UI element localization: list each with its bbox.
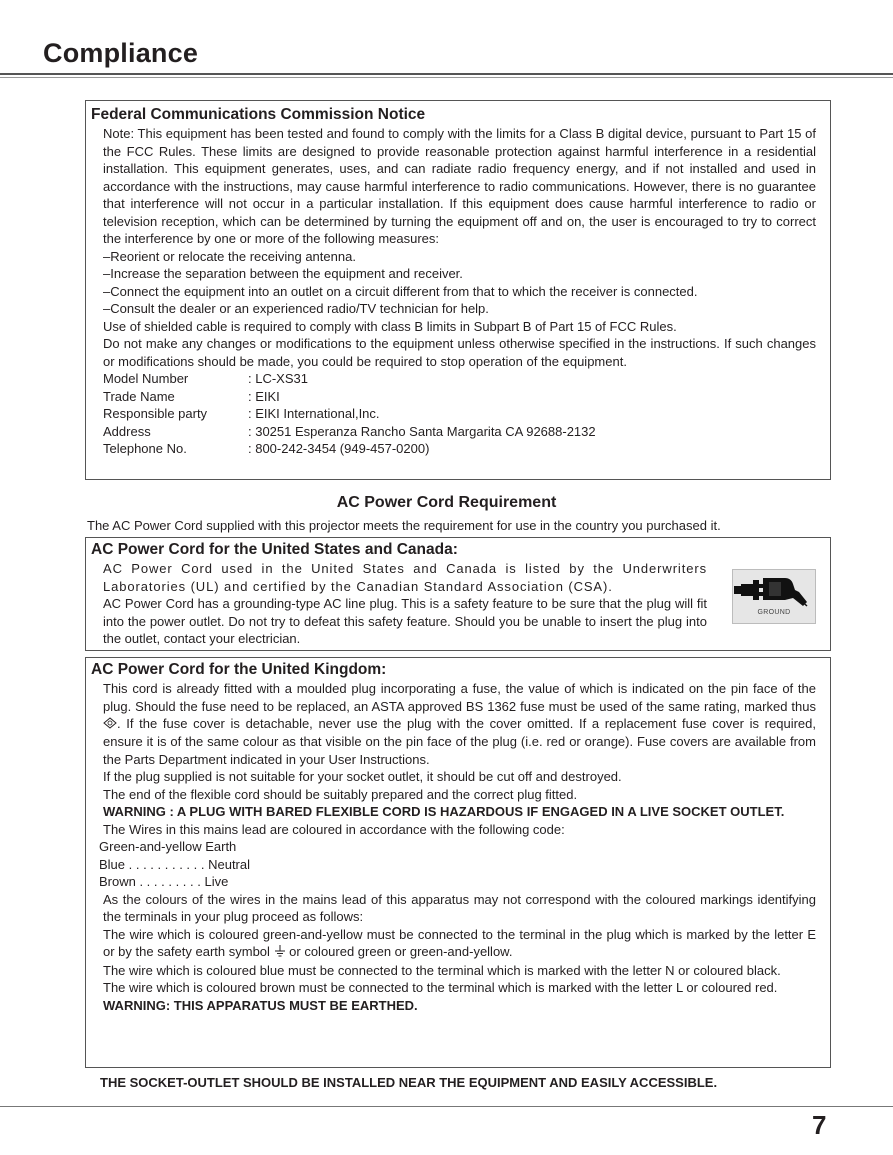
uk-p6-b: or coloured green or green-and-yellow. (285, 944, 513, 960)
wire-code-item: Green-and-yellow Earth (99, 839, 237, 855)
ground-label: GROUND (757, 608, 791, 616)
uk-p5: As the colours of the wires in the mains lead of this apparatus may not correspond with the coloured markings identifying the terminals in your plug proceed as follows: (103, 891, 816, 925)
fcc-title: Federal Communications Commission Notice (91, 106, 426, 123)
uk-warning-bared-cord: WARNING : A PLUG WITH BARED FLEXIBLE CORD IS HAZARDOUS IF ENGAGED IN A LIVE SOCKET OUTLET. (103, 804, 785, 820)
footer-rule (0, 1106, 893, 1107)
fcc-notice-box (85, 100, 831, 480)
us-canada-title: AC Power Cord for the United States and Canada: (91, 541, 458, 558)
uk-p1-a: This cord is already fitted with a moulded plug incorporating a fuse, the value of which is indicated on the pin face of the plug. Should the fuse need to be replaced, an ASTA approved BS 1362 fuse must be used of the same rating, marked thus (103, 681, 816, 714)
uk-fuse-paragraph (91, 680, 816, 768)
page-title: Compliance (43, 38, 199, 68)
wire-code-item: Brown . . . . . . . . . Live (99, 874, 229, 890)
spec-label: Address (103, 423, 151, 439)
fcc-shielded-cable: Use of shielded cable is required to comply with class B limits in Subpart B of Part 15 of FCC Rules. (103, 318, 677, 334)
ac-power-heading: AC Power Cord Requirement (336, 494, 557, 511)
grounded-plug-icon (732, 569, 816, 624)
uk-p4: The Wires in this mains lead are coloured in accordance with the following code: (103, 821, 565, 837)
us-canada-p1: AC Power Cord used in the United States and Canada is listed by the Underwriters Laboratories (UL) and certified by the Canadian Standard Association (CSA). (103, 561, 707, 594)
uk-p3: The end of the flexible cord should be suitably prepared and the correct plug fitted. (103, 786, 578, 802)
spec-value: : LC-XS31 (248, 371, 308, 386)
safety-earth-icon (274, 944, 286, 962)
page-number: 7 (812, 1110, 827, 1140)
spec-row (91, 370, 816, 388)
uk-p2: If the plug supplied is not suitable for your socket outlet, it should be cut off and destroyed. (103, 769, 622, 785)
spec-value: : EIKI (248, 388, 280, 404)
uk-p6-a: The wire which is coloured green-and-yellow must be connected to the terminal in the plug which is marked by the letter E or by the safety earth symbol (103, 926, 816, 960)
fcc-note: Note: This equipment has been tested and found to comply with the limits for a Class B digital device, pursuant to Part 15 of the FCC Rules. These limits are designed to provide reasonable protection against harmful interference in a residential installation. This equipment generates, uses, and can radiate radio frequency energy, and if not installed and used in accordance with the instructions, may cause harmful interference to radio communications. However, there is no guarantee that interference will not occur in a particular installation. If this equipment does cause harmful interference to radio or television reception, which can be determined by turning the equipment off and on, the user is encouraged to try to correct the interference by one or more of the following measures: (103, 126, 816, 246)
us-canada-text (91, 560, 707, 648)
fcc-measure: –Consult the dealer or an experienced radio/TV technician for help. (103, 301, 489, 316)
spec-row (91, 405, 816, 423)
spec-value: : 30251 Esperanza Rancho Santa Margarita CA 92688-2132 (248, 423, 596, 439)
spec-label: Trade Name (103, 388, 175, 404)
spec-label: Model Number (103, 371, 189, 386)
spec-value: : 800-242-3454 (949-457-0200) (248, 441, 430, 456)
us-canada-box (85, 537, 831, 651)
fcc-measure: –Connect the equipment into an outlet on a circuit different from that to which the receiver is connected. (103, 283, 698, 299)
uk-title: AC Power Cord for the United Kingdom: (91, 661, 387, 678)
us-canada-p2: AC Power Cord has a grounding-type AC line plug. This is a safety feature to be sure that the plug will fit into the power outlet. Do not try to defeat this safety feature. Should you be unable to insert the plug into the outlet, contact your electrician. (103, 596, 707, 646)
asta-mark-icon (103, 716, 117, 734)
ac-power-intro: The AC Power Cord supplied with this projector meets the requirement for use in the country you purchased it. (87, 518, 721, 533)
uk-p1-b: . If the fuse cover is detachable, never use the plug with the cover omitted. If a replacement fuse cover is required, ensure it is of the same colour as that visible on the pin face of the plug (i.e. red or orange). Fuse covers are available from the Parts Department indicated in your User Instructions. (103, 716, 816, 767)
spec-row (91, 440, 816, 458)
title-rule (0, 73, 893, 75)
spec-row (91, 388, 816, 406)
socket-outlet-note: THE SOCKET-OUTLET SHOULD BE INSTALLED NEAR THE EQUIPMENT AND EASILY ACCESSIBLE. (100, 1075, 718, 1090)
wire-code-item: Blue . . . . . . . . . . . Neutral (99, 856, 250, 872)
uk-p7: The wire which is coloured blue must be connected to the terminal which is marked with the letter N or coloured black. (103, 962, 781, 978)
spec-value: : EIKI International,Inc. (248, 406, 380, 421)
uk-warning-earthed: WARNING: THIS APPARATUS MUST BE EARTHED. (103, 997, 418, 1013)
uk-earth-paragraph (91, 926, 816, 962)
fcc-no-changes: Do not make any changes or modifications to the equipment unless otherwise specified in the instructions. If such changes or modifications should be made, you could be required to stop operation of the equipment. (103, 336, 816, 369)
fcc-measure: –Increase the separation between the equipment and receiver. (103, 266, 463, 281)
fcc-measure: –Reorient or relocate the receiving antenna. (103, 248, 356, 264)
spec-label: Responsible party (103, 406, 208, 421)
spec-label: Telephone No. (103, 441, 187, 456)
title-rule-thin (0, 77, 893, 78)
uk-p8: The wire which is coloured brown must be connected to the terminal which is marked with the letter L or coloured red. (103, 980, 778, 996)
uk-box (85, 657, 831, 1068)
spec-row (91, 423, 816, 441)
